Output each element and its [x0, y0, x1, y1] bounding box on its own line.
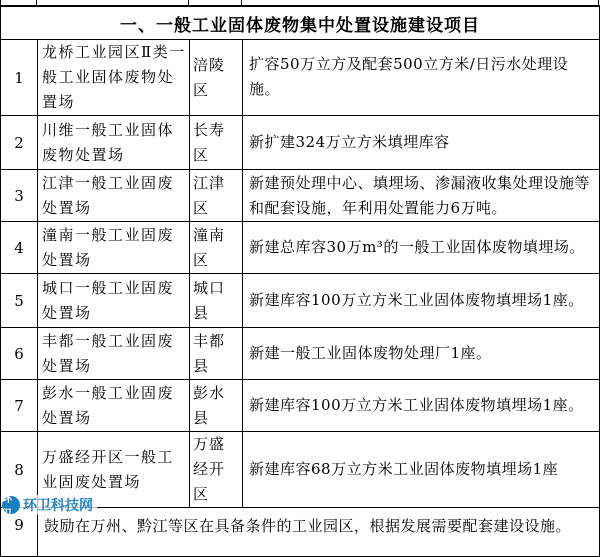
huanwei-logo-icon [2, 494, 20, 520]
project-description: 鼓励在万州、黔江等区在具备条件的工业园区，根据发展需要配套建设设施。 [38, 508, 600, 557]
section-title: 一、一般工业固体废物集中处置设施建设项目 [1, 7, 600, 40]
district: 江津区 [190, 170, 243, 222]
district: 彭水县 [190, 380, 243, 432]
watermark-text: 环卫科技网 [23, 498, 93, 514]
table-row [1, 40, 600, 116]
row-number: 1 [1, 40, 38, 116]
project-description: 新建库容68万立方米工业固体废物填埋场1座 [243, 432, 600, 508]
facility-table [0, 6, 600, 557]
project-description: 新扩建324万立方米填埋库容 [243, 116, 600, 170]
section-header-row [1, 7, 600, 40]
row-number: 5 [1, 274, 38, 328]
facility-name: 江津一般工业固废处置场 [38, 170, 190, 222]
district: 潼南区 [190, 222, 243, 274]
district: 涪陵区 [190, 40, 243, 116]
row-number: 3 [1, 170, 38, 222]
row-number: 8 [1, 432, 38, 508]
facility-name: 川维一般工业固体废物处置场 [38, 116, 190, 170]
project-description: 扩容50万立方及配套500立方米/日污水处理设施。 [243, 40, 600, 116]
site-watermark [2, 494, 97, 520]
district: 长寿区 [190, 116, 243, 170]
facility-name: 潼南一般工业固废处置场 [38, 222, 190, 274]
district: 万盛经开区 [190, 432, 243, 508]
facility-name: 龙桥工业园区Ⅱ类一般工业固体废物处置场 [38, 40, 190, 116]
table-row [1, 116, 600, 170]
logo-text: 环卫 [2, 494, 12, 520]
table-row [1, 222, 600, 274]
row-number: 4 [1, 222, 38, 274]
table-row [1, 274, 600, 328]
facility-name: 丰都一般工业固废处置场 [38, 328, 190, 380]
row-number: 2 [1, 116, 38, 170]
project-description: 新建库容100万立方米工业固体废物填埋场1座。 [243, 274, 600, 328]
row-number: 9 [1, 508, 38, 557]
project-description: 新建总库容30万m³的一般工业固体废物填埋场。 [243, 222, 600, 274]
facility-name: 城口一般工业固废处置场 [38, 274, 190, 328]
district: 丰都县 [190, 328, 243, 380]
facility-name: 彭水一般工业固废处置场 [38, 380, 190, 432]
project-description: 新建库容100万立方米工业固体废物填埋场1座。 [243, 380, 600, 432]
row-number: 6 [1, 328, 38, 380]
table-row [1, 170, 600, 222]
facility-name: 万盛经开区一般工业固废处置场 [38, 432, 190, 508]
project-description: 新建预处理中心、填埋场、渗漏液收集处理设施等和配套设施，年利用处置能力6万吨。 [243, 170, 600, 222]
row-number: 7 [1, 380, 38, 432]
table-row [1, 328, 600, 380]
district: 城口县 [190, 274, 243, 328]
project-description: 新建一般工业固体废物处理厂1座。 [243, 328, 600, 380]
table-row [1, 380, 600, 432]
